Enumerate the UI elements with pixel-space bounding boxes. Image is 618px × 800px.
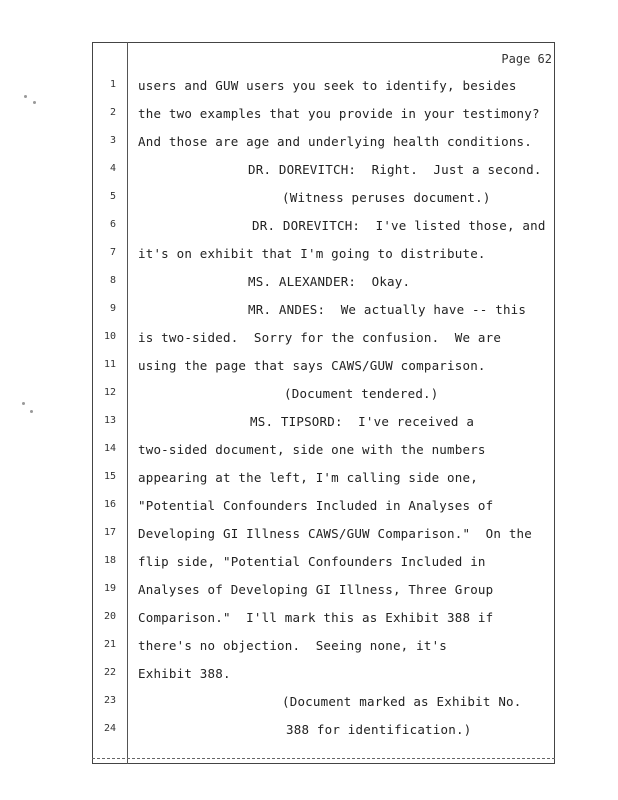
scan-speck <box>33 101 36 104</box>
transcript-line: And those are age and underlying health conditions. <box>138 134 533 149</box>
transcript-page-frame <box>92 42 555 764</box>
scan-speck <box>24 95 27 98</box>
line-number: 17 <box>103 527 116 538</box>
scan-speck <box>22 402 25 405</box>
line-number: 3 <box>109 135 116 146</box>
line-number: 5 <box>109 191 116 202</box>
transcript-line: flip side, "Potential Confounders Included in <box>138 554 486 569</box>
transcript-line: (Document marked as Exhibit No. <box>282 694 522 709</box>
transcript-line: "Potential Confounders Included in Analyses of <box>138 498 494 513</box>
transcript-line: the two examples that you provide in your testimony? <box>138 106 540 121</box>
margin-rule <box>127 42 128 764</box>
transcript-line: DR. DOREVITCH: I've listed those, and <box>252 218 546 233</box>
line-number: 19 <box>103 583 116 594</box>
transcript-line: 388 for identification.) <box>286 722 472 737</box>
transcript-line: there's no objection. Seeing none, it's <box>138 638 448 653</box>
transcript-line: (Witness peruses document.) <box>282 190 491 205</box>
line-number: 13 <box>103 415 116 426</box>
line-number: 9 <box>109 303 116 314</box>
transcript-line: DR. DOREVITCH: Right. Just a second. <box>248 162 542 177</box>
line-number: 23 <box>103 695 116 706</box>
transcript-line: two-sided document, side one with the numbers <box>138 442 486 457</box>
transcript-line: is two-sided. Sorry for the confusion. We are <box>138 330 502 345</box>
line-number: 2 <box>109 107 116 118</box>
transcript-line: MS. ALEXANDER: Okay. <box>248 274 411 289</box>
line-number: 18 <box>103 555 116 566</box>
line-number: 12 <box>103 387 116 398</box>
transcript-line: Analyses of Developing GI Illness, Three Group <box>138 582 494 597</box>
scan-speck <box>30 410 33 413</box>
line-number: 20 <box>103 611 116 622</box>
transcript-line: it's on exhibit that I'm going to distribute. <box>138 246 486 261</box>
line-number: 4 <box>109 163 116 174</box>
transcript-line: Comparison." I'll mark this as Exhibit 388 if <box>138 610 494 625</box>
transcript-line: Exhibit 388. <box>138 666 231 681</box>
transcript-line: using the page that says CAWS/GUW comparison. <box>138 358 486 373</box>
line-number: 22 <box>103 667 116 678</box>
transcript-line: Developing GI Illness CAWS/GUW Comparison." On the <box>138 526 533 541</box>
line-number: 24 <box>103 723 116 734</box>
transcript-line: users and GUW users you seek to identify, besides <box>138 78 517 93</box>
transcript-line: appearing at the left, I'm calling side one, <box>138 470 478 485</box>
line-number: 21 <box>103 639 116 650</box>
line-number: 16 <box>103 499 116 510</box>
line-number: 10 <box>103 331 116 342</box>
line-number: 1 <box>109 79 116 90</box>
footer-rule <box>92 758 555 759</box>
line-number: 8 <box>109 275 116 286</box>
transcript-line: MR. ANDES: We actually have -- this <box>248 302 527 317</box>
transcript-line: MS. TIPSORD: I've received a <box>250 414 475 429</box>
transcript-line: (Document tendered.) <box>284 386 439 401</box>
line-number: 14 <box>103 443 116 454</box>
line-number: 11 <box>103 359 116 370</box>
line-number: 7 <box>109 247 116 258</box>
line-number: 6 <box>109 219 116 230</box>
line-number: 15 <box>103 471 116 482</box>
page-number: Page 62 <box>501 52 552 66</box>
